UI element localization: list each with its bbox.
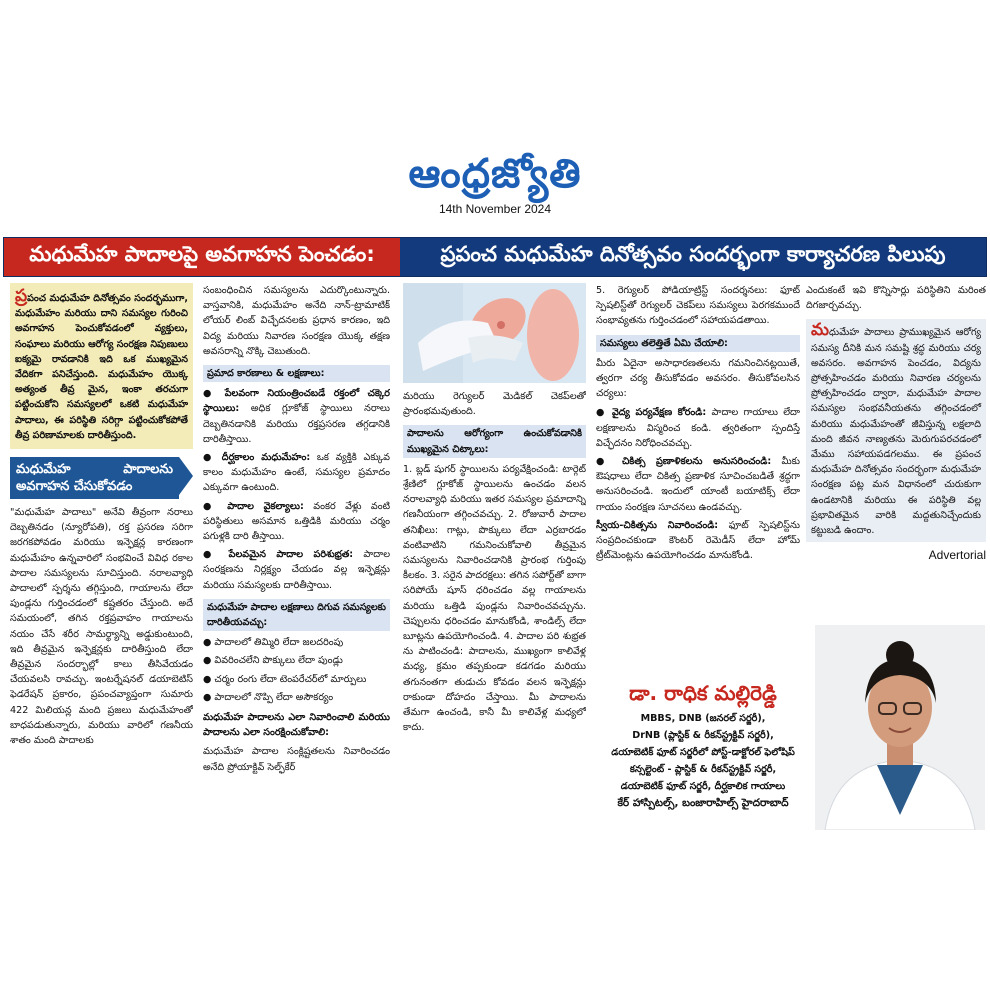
author-credential: డయాబెటిక్ ఫూట్ సర్జరీలో పోస్ట్-డాక్టోరల్ ఫెలోషిప్ (611, 747, 795, 758)
problem-heading: సమస్యలు తలెత్తితే ఏమి చేయాలి: (596, 335, 800, 352)
headline-part-2: ప్రపంచ మధుమేహ దినోత్సవం సందర్భంగా కార్యాచరణ పిలుపు (400, 238, 986, 276)
author-credential: కన్సల్టెంట్ - ప్లాస్టిక్ & రీకన్‌స్ట్రక్టివ్ సర్జరీ, (629, 764, 777, 775)
symptom-item-text: చర్మం రంగు లేదా టెంపరేచర్‌లో మార్పులు (214, 673, 367, 685)
column-3-lead: మరియు రెగ్యులర్ మెడికల్ చెకప్‌లతో ప్రారంభమవుతుంది. (403, 391, 586, 418)
conclusion-box (806, 319, 986, 542)
risk-item-text: ఒక వ్యక్తికి ఎక్కువ కాలం మధుమేహం ఉంటే, సమస్యల ప్రమాదం ఎక్కువగా ఉంటుంది. (203, 452, 390, 494)
risk-item: ● పాదాల వైకల్యాలు: వంకర వేళ్లు వంటి పరిస్థితులు అసమాన ఒత్తిడికి మరియు చర్మం పగుళ్లకి దారి తీస్తాయి. (203, 500, 390, 543)
risk-item-label: పేలవమైన పాదాల పరిశుభ్రత: (228, 549, 354, 561)
symptom-item-text: పాదాలలో తిమ్మిరి లేదా జలదరింపు (214, 637, 344, 649)
section-banner: మధుమేహ పాదాలను అవగాహన చేసుకోవడం (10, 457, 193, 499)
symptom-item: ● పాదాలలో నొప్పి లేదా అసౌకర్యం (203, 691, 334, 703)
column-4-lead: 5. రెగ్యులర్ పోడియాట్రిస్ట్ సందర్శనలు: ఫూట్ స్పెషలిస్ట్‌తో రెగ్యులర్ చెకప్‌లు సమస్యలు పెరగకముందే సంభావ్యతను గుర్తించడంలో సహాయపడతాయి. (596, 285, 800, 327)
author-block (596, 680, 810, 812)
conclusion-dropcap: మ (811, 320, 829, 341)
risk-item-text: అధిక గ్లూకోజ్ స్థాయిలు నరాలు దెబ్బతినడానికి మరియు రక్తప్రసరణ తగ్గడానికి దారితీస్తాయి. (203, 403, 390, 445)
doctor-portrait-illustration (815, 625, 985, 830)
action-item-text: ఫూట్ స్పెషలిస్ట్‌ను సంప్రదించకుండా కౌంటర్ రెమెడీస్ లేదా హోమ్ ట్రీట్‌మెంట్లను ఉపయోగించడం మానుకోండి. (596, 519, 800, 562)
symptom-item: ● పాదాలలో తిమ్మిరి లేదా జలదరింపు (203, 637, 344, 649)
action-item-text: మీకు ఔషధాలు లేదా చికిత్స ప్రణాళిక సూచించబడితే శ్రద్ధగా అనుసరించండి. ఇందులో యాంటీ బయాటిక్స్ లేదా గాయం సంరక్షణ సూచనలు ఉండవచ్చు. (596, 456, 800, 513)
foot-exam-photo (403, 283, 586, 383)
article-column-3 (403, 283, 586, 829)
risk-item: ● పేలవమైన పాదాల పరిశుభ్రత: పాదాల సంరక్షణను నిర్లక్ష్యం చేయడం వల్ల ఇన్ఫెక్షన్లు మరియు సమస్యలకు దారితీస్తాయి. (203, 549, 390, 591)
symptom-item-text: వివరించలేని పొక్కులు లేదా పుండ్లు (214, 655, 343, 667)
intro-dropcap: ప్ర (15, 286, 28, 306)
risk-item-label: పాదాల వైకల్యాలు: (227, 500, 304, 512)
action-item-text: పాదాల గాయాలు లేదా లక్షణాలను విస్మరించ కండి. త్వరితంగా స్పందిస్తే విచ్ఛేదనం నిరోధించవచ్చు. (596, 407, 800, 449)
risk-factors-heading: ప్రమాద కారణాలు & లక్షణాలు: (203, 365, 390, 382)
article-column-2 (203, 283, 390, 829)
prevention-text: మధుమేహ పాదాల సంక్లిష్టతలను నివారించడం అనేది ప్రోయాక్టివ్ సెల్ఫ్‌కేర్ (203, 746, 390, 773)
article-column-5 (806, 283, 986, 613)
risk-item: ● పేలవంగా నియంత్రించబడే రక్తంలో చక్కెర స్థాయిలు: అధిక గ్లూకోజ్ స్థాయిలు నరాలు దెబ్బతినడానికి మరియు రక్తప్రసరణ తగ్గడానికి దారితీస్తాయి. (203, 388, 390, 445)
foot-exam-illustration (403, 283, 586, 383)
author-credential: డయాబెటిక్ ఫూట్ సర్జరీ, దీర్ఘకాలిక గాయాలు (620, 781, 786, 792)
risk-item-text: పాదాల సంరక్షణను నిర్లక్ష్యం చేయడం వల్ల ఇన్ఫెక్షన్లు మరియు సమస్యలకు దారితీస్తాయి. (203, 549, 390, 591)
newspaper-logo: ఆంధ్రజ్యోతి (408, 150, 582, 197)
column-5-lead: ఎందుకంటే ఇవి కొన్నిసార్లు పరిస్థితిని మరింత దిగజార్చవచ్చు. (806, 285, 986, 312)
advertorial-label: Advertorial (928, 548, 986, 563)
article-column-4 (596, 283, 800, 583)
tips-heading: పాదాలను ఆరోగ్యంగా ఉంచుకోవడానికి ముఖ్యమైన చిట్కాలు: (403, 425, 586, 457)
symptom-item-text: పాదాలలో నొప్పి లేదా అసౌకర్యం (214, 691, 334, 703)
article-headline (3, 237, 987, 277)
author-credential: DrNB (ప్లాస్టిక్ & రీకన్‌స్ట్రక్టివ్ సర్జరీ), (632, 730, 774, 741)
risk-item-text: వంకర వేళ్లు వంటి పరిస్థితులు అసమాన ఒత్తిడికి మరియు చర్మం పగుళ్లకి దారి తీస్తాయి. (203, 500, 390, 543)
headline-part-1: మధుమేహ పాదాలపై అవగాహన పెంచడం: (4, 238, 400, 276)
intro-highlight-box (10, 283, 193, 449)
risk-item-label: పేలవంగా నియంత్రించబడే రక్తంలో చక్కెర స్థాయిలు: (203, 388, 390, 415)
action-item: ● చికిత్స ప్రణాళికలను అనుసరించండి: మీకు ఔషధాలు లేదా చికిత్స ప్రణాళిక సూచించబడితే శ్రద్ధగా అనుసరించండి. ఇందులో యాంటీ బయాటిక్స్ లేదా గాయం సంరక్షణ సూచనలు ఉండవచ్చు. (596, 456, 800, 513)
intro-text: పంచ మధుమేహ దినోత్సవం సందర్భముగా, మధుమేహం మరియు దాని సమస్యల గురించి అవగాహన పెంచుకోవడంలో వ్యక్తులు, సంఘాలు మరియు ఆరోగ్య సంరక్షణ నిపుణులు ఐక్యమై రావడానికి ఇది ఒక ముఖ్యమైన వేదికగా పనిచేస్తుంది. మధుమేహం యొక్క అత్యంత తీవ్ర మైన, ఇంకా తరచుగా పట్టించుకోని సమస్యలలో ఒకటి మధుమేహ పాదాలు, ఈ పరిస్థితి సరిగ్గా పట్టించుకోకపోతే తీవ్ర పరిణామాలకు దారితీస్తుంది. (15, 293, 188, 441)
action-item (596, 518, 800, 564)
action-item-label: చికిత్స ప్రణాళికలను అనుసరించండి: (621, 456, 772, 468)
masthead (0, 150, 990, 216)
column-2-lead: సంబంధించిన సమస్యలను ఎదుర్కొంటున్నారు. వాస్తవానికి, మధుమేహం అనేది నాన్-ట్రామాటిక్ లోయర్ లింబ్ విచ్ఛేదనలకు ప్రధాన కారణం, ఇది విద్య మరియు నివారణ సంరక్షణ యొక్క తక్షణ అవసరాన్ని నొక్కి చెబుతుంది. (203, 285, 390, 357)
author-hospital: కేర్ హాస్పిటల్స్, బంజారాహిల్స్ హైదరాబాద్ (617, 797, 789, 809)
author-name: డా. రాధిక మల్లిరెడ్డి (629, 681, 777, 705)
article-column-1 (10, 283, 193, 829)
action-item-label: వైద్య పర్యవేక్షణ కోరండి: (611, 407, 707, 419)
risk-item-label: దీర్ఘకాలం మధుమేహం: (221, 452, 311, 464)
prevention-heading: మధుమేహ పాదాలను ఎలా నివారించాలి మరియు పాదాలను ఎలా సంరక్షించుకోవాలి: (203, 712, 390, 739)
symptom-item: ● వివరించలేని పొక్కులు లేదా పుండ్లు (203, 655, 343, 667)
action-item: ● వైద్య పర్యవేక్షణ కోరండి: పాదాల గాయాలు లేదా లక్షణాలను విస్మరించ కండి. త్వరితంగా స్పందిస్తే విచ్ఛేదనం నిరోధించవచ్చు. (596, 407, 800, 449)
tips-text: 1. బ్లడ్ షుగర్ స్థాయిలను పర్యవేక్షించండి: టార్గెట్ శ్రేణిలో గ్లూకోజ్ స్థాయిలను ఉంచడం వలన నరాలవ్యాధి మరియు ఇతర సమస్యల ప్రమాదాన్ని గణనీయంగా తగ్గించవచ్చు. 2. రోజువారీ పాదాల తనిఖీలు: గాట్లు, పొక్కులు లేదా ఎర్రబారడం వంటివాటిని గమనించుకోవాలి తీవ్రమైన సమస్యలను నివారించడానికి ప్రారంభ గుర్తింపు కీలకం. 3. సరైన పాదరక్షలు: తగిన సపోర్ట్‌తో బాగా సరిపోయే షూస్ ధరించడం వల్ల గాయాలను మరియు ఒత్తిడి పుండ్లను నివారించవచ్చును. చెప్పులను ధరించడం మానుకోండి, శాండిల్స్ లేదా బూట్లను ఉపయోగించండి. 4. పాదాల పరి శుభ్రత ను పాటించండి: పాదాలను, ముఖ్యంగా కాలివేళ్ల మధ్య, క్రమం తప్పకుండా కడగడం మరియు తగునంతగా తుడుచు కోవడం వలన ఇన్ఫెక్షన్లు రాకుండా దోహదం చేస్తాయి. మీ పాదాలను తేమగా ఉంచండి, కానీ మీ కాలివేళ్ల మధ్యలో కాదు. (403, 463, 586, 734)
publication-date: 14th November 2024 (438, 202, 552, 216)
author-credential: MBBS, DNB (జనరల్ సర్జరీ), (640, 713, 766, 724)
conclusion-text: ధుమేహ పాదాలు ప్రాముఖ్యమైన ఆరోగ్య సమస్య దీనికి మన సమష్టి శ్రద్ధ మరియు చర్య అవసరం. అవగాహన పెంచడం, విద్యను ప్రోత్సహించడం మరియు నివారణ చర్యలను ప్రోత్సహించడం ద్వారా, మధుమేహ పాదాల సమస్యల సంభవనీయతను తగ్గించడంలో మరియు మధుమేహంతో జీవిస్తున్న లక్షలాది మంది జీవన నాణ్యతను మెరుగుపరచడంలో మేము సహాయపడగలము. ఈ ప్రపంచ మధుమేహ దినోత్సవం సందర్భంగా మధుమేహ సంరక్షణ పట్ల మన విధానంలో చురుకుగా ఉండటానికి మరియు ఈ పరిస్థితి వల్ల ప్రభావితమైన వారికి మద్దతునిచ్చేందుకు కట్టుబడి ఉందాం. (811, 327, 981, 537)
symptom-item: ● చర్మం రంగు లేదా టెంపరేచర్‌లో మార్పులు (203, 673, 367, 685)
symptoms-heading: మధుమేహ పాదాల లక్షణాలు దిగువ సమస్యలకు దారితీయవచ్చు: (203, 599, 390, 631)
column-1-body: "మధుమేహ పాదాలు" అనేవి తీవ్రంగా నరాలు దెబ్బతినడం (న్యూరోపతి), రక్త ప్రసరణ సరిగా జరగకపోవడం మరియు ఇన్ఫెక్షన్ల కారణంగా మధుమేహం ఉన్నవారిలో సంభవించే వివిధ రకాల పాదాల సమస్యలను సూచిస్తుంది. నరాలవ్యాధి పాదాలలో స్పర్శను తగ్గిస్తుంది, గాయాలను లేదా పుండ్లను గుర్తించడంలో కష్టతరం చేస్తుంది. అదే సమయంలో, తగిన రక్తప్రవాహం గాయాలను నయం చేసే శరీర సామర్థ్యాన్ని అడ్డుకుంటుంది, ఇది తీవ్రమైన ఇన్ఫెక్షన్లకు దారితీస్తుంది లేదా తీవ్రమైన సందర్భాల్లో కాలు తీసివేయడం చేయవలసి రావచ్చు. ఇంటర్నేషనల్ డయాబెటిస్ ఫెడరేషన్ ప్రకారం, ప్రపంచవ్యాప్తంగా సుమారు 422 మిలియన్ల మంది ప్రజలు మధుమేహంతో బాధపడుతున్నారు, మరియు వారిలో గణనీయ శాతం మంది పాదాలకు (10, 507, 193, 747)
problem-text: మీరు ఏదైనా అసాధారణతలను గమనించినట్లయితే, త్వరగా చర్య తీసుకోవడం అవసరం. తీసుకోవలసిన చర్యలు: (596, 357, 800, 400)
action-item-label: స్వీయ-చికిత్సను నివారించండి: (596, 519, 719, 531)
risk-item: ● దీర్ఘకాలం మధుమేహం: ఒక వ్యక్తికి ఎక్కువ కాలం మధుమేహం ఉంటే, సమస్యల ప్రమాదం ఎక్కువగా ఉంటుంది. (203, 452, 390, 494)
doctor-portrait (815, 625, 985, 830)
